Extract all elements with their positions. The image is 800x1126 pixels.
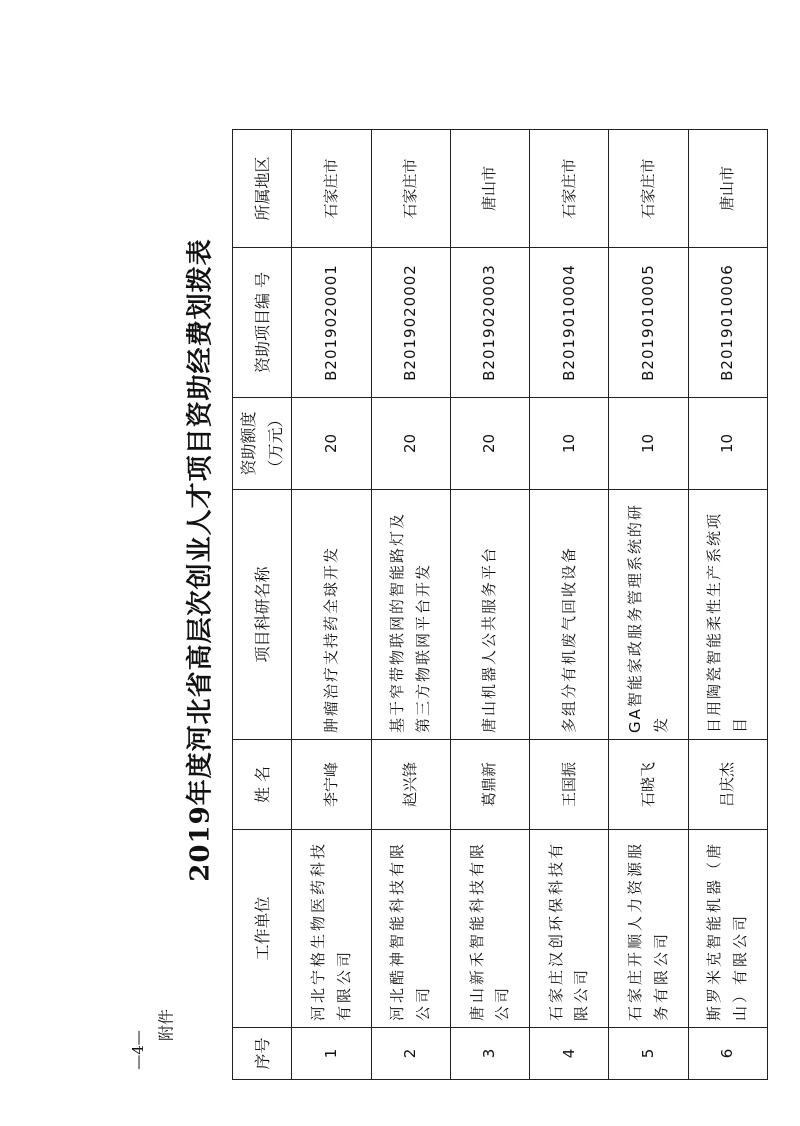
table-row xyxy=(688,130,767,1080)
header-region: 所属地区 xyxy=(233,130,292,248)
cell-seq: 5 xyxy=(609,1028,688,1080)
cell-code: B2019010005 xyxy=(609,248,688,398)
cell-region: 石家庄市 xyxy=(371,130,450,248)
cell-project: GA智能家政服务管理系统的研发 xyxy=(609,490,688,740)
cell-name: 吕庆杰 xyxy=(688,740,767,830)
cell-unit: 河北酷神智能科技有限公司 xyxy=(371,830,450,1028)
cell-amount: 20 xyxy=(450,398,529,490)
cell-name: 葛鼎新 xyxy=(450,740,529,830)
funding-table-rotated xyxy=(232,130,768,1080)
attachment-label xyxy=(150,990,180,1060)
attachment-label-text: 附件 xyxy=(156,1008,176,1042)
cell-amount: 10 xyxy=(688,398,767,490)
header-seq: 序号 xyxy=(233,1028,292,1080)
cell-region: 唐山市 xyxy=(450,130,529,248)
cell-name: 石晓飞 xyxy=(609,740,688,830)
cell-amount: 20 xyxy=(371,398,450,490)
cell-seq: 3 xyxy=(450,1028,529,1080)
cell-seq: 4 xyxy=(530,1028,609,1080)
cell-region: 石家庄市 xyxy=(530,130,609,248)
cell-seq: 1 xyxy=(292,1028,371,1080)
table-row xyxy=(530,130,609,1080)
cell-project: 多组分有机废气回收设备 xyxy=(530,490,609,740)
header-unit: 工作单位 xyxy=(233,830,292,1028)
document-title-text: 2019年度河北省高层次创业人才项目资助经费划拨表 xyxy=(185,238,216,882)
cell-amount: 10 xyxy=(609,398,688,490)
header-project: 项目科研名称 xyxy=(233,490,292,740)
table-row xyxy=(292,130,371,1080)
table-row xyxy=(450,130,529,1080)
table-row xyxy=(609,130,688,1080)
cell-code: B2019010006 xyxy=(688,248,767,398)
cell-name: 王国振 xyxy=(530,740,609,830)
cell-project: 基于窄带物联网的智能路灯及第三方物联网平台开发 xyxy=(371,490,450,740)
cell-name: 赵兴锋 xyxy=(371,740,450,830)
cell-amount: 20 xyxy=(292,398,371,490)
document-title xyxy=(178,238,218,882)
cell-unit: 唐山新禾智能科技有限公司 xyxy=(450,830,529,1028)
page-number-text: —4— xyxy=(129,1030,147,1070)
cell-project: 肿瘤治疗支持药全球开发 xyxy=(292,490,371,740)
cell-region: 唐山市 xyxy=(688,130,767,248)
cell-seq: 6 xyxy=(688,1028,767,1080)
cell-region: 石家庄市 xyxy=(292,130,371,248)
cell-unit: 石家庄汉创环保科技有限公司 xyxy=(530,830,609,1028)
cell-amount: 10 xyxy=(530,398,609,490)
cell-unit: 斯罗米克智能机器（唐山）有限公司 xyxy=(688,830,767,1028)
cell-code: B2019020003 xyxy=(450,248,529,398)
cell-unit: 石家庄开顺人力资源服务有限公司 xyxy=(609,830,688,1028)
header-name: 姓 名 xyxy=(233,740,292,830)
cell-code: B2019020001 xyxy=(292,248,371,398)
cell-region: 石家庄市 xyxy=(609,130,688,248)
funding-table-wrapper xyxy=(232,130,768,1080)
cell-code: B2019010004 xyxy=(530,248,609,398)
cell-seq: 2 xyxy=(371,1028,450,1080)
table-header-row xyxy=(233,130,292,1080)
header-amount: 资助额度（万元） xyxy=(233,398,292,490)
cell-project: 日用陶瓷智能柔性生产系统项目 xyxy=(688,490,767,740)
funding-table xyxy=(232,129,768,1080)
cell-project: 唐山机器人公共服务平台 xyxy=(450,490,529,740)
cell-name: 李宁峰 xyxy=(292,740,371,830)
cell-code: B2019020002 xyxy=(371,248,450,398)
table-row xyxy=(371,130,450,1080)
header-code: 资助项目编 号 xyxy=(233,248,292,398)
cell-unit: 河北宁格生物医药科技有限公司 xyxy=(292,830,371,1028)
